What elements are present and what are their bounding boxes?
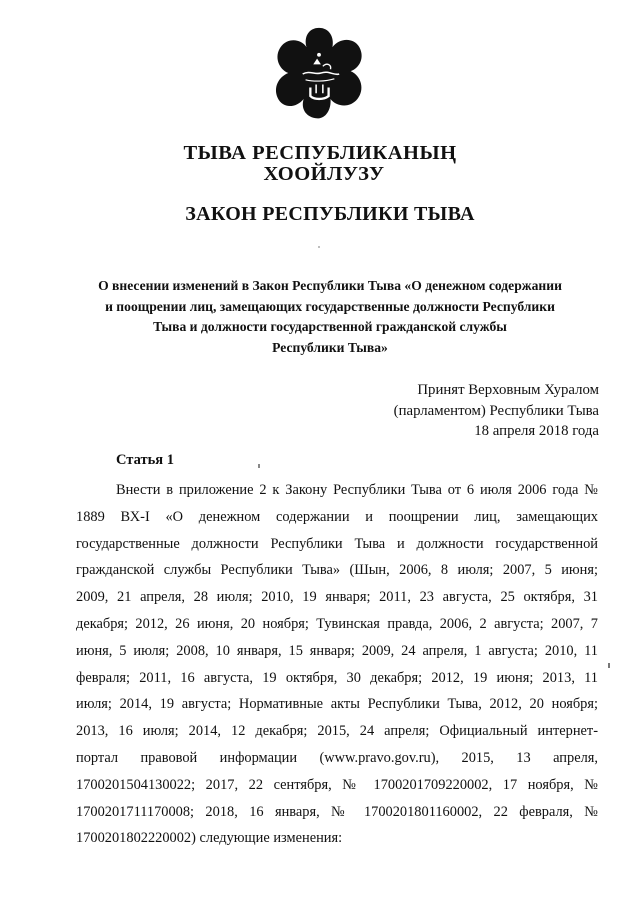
article-body: [76, 477, 598, 852]
adoption-line: (парламентом) Республики Тыва: [393, 402, 599, 419]
scan-dot: [318, 246, 320, 248]
body-line: гражданской службы Республики Тыва» (Шын, 2006, 8 июля; 2007, 5 июня;: [76, 562, 598, 579]
adoption-line: 18 апреля 2018 года: [474, 423, 599, 439]
header-republic-name: ТЫВА РЕСПУБЛИКАНЫҢ: [183, 142, 457, 164]
body-line: Внести в приложение 2 к Закону Республики Тыва от 6 июля 2006 года №: [116, 482, 598, 498]
body-line: 1889 ВХ-I «О денежном содержании и поощрении лиц, замещающих: [76, 508, 598, 525]
tuva-emblem-icon: [270, 26, 368, 122]
title-line: Тыва и должности государственной гражданской службы: [153, 319, 507, 334]
body-line: 1700201504130022; 2017, 22 сентября, № 1700201709220002, 17 ноября, №: [76, 776, 598, 793]
title-line: О внесении изменений в Закон Республики Тыва «О денежном содержании: [98, 278, 562, 293]
body-line: июня, 5 июля; 2008, 10 января, 15 января; 2009, 24 апреля, 1 августа; 2010, 11: [76, 642, 598, 659]
body-line: июля; 2014, 19 августа; Нормативные акты Республики Тыва, 2012, 20 ноября;: [76, 696, 598, 713]
scan-mark: [608, 663, 610, 668]
body-line: 2013, 16 июля; 2014, 12 декабря; 2015, 24 апреля; Официальный интернет-: [76, 723, 598, 740]
body-line: портал правовой информации (www.pravo.gov.ru), 2015, 13 апреля,: [76, 749, 598, 766]
body-line: 1700201802220002) следующие изменения:: [76, 830, 343, 847]
law-title: ЗАКОН РЕСПУБЛИКИ ТЫВА: [185, 203, 475, 225]
header-law-word: ХООЙЛУЗУ: [263, 163, 385, 185]
article-heading: Статья 1: [116, 452, 174, 468]
body-line: февраля; 2011, 16 августа, 19 октября, 30 декабря; 2012, 19 июня; 2013, 11: [76, 669, 598, 686]
adoption-note: [394, 380, 599, 442]
body-line: государственные должности Республики Тыва и должности государственной: [76, 535, 598, 552]
scan-mark: [258, 464, 260, 468]
adoption-line: Принят Верховным Хуралом: [417, 382, 599, 398]
title-line: Республики Тыва»: [272, 339, 388, 355]
body-line: 1700201711170008; 2018, 16 января, № 1700201801160002, 22 февраля, №: [76, 803, 598, 820]
title-line: и поощрении лиц, замещающих государственные должности Республики: [105, 298, 555, 314]
body-line: декабря; 2012, 26 июня, 20 ноября; Тувинская правда, 2006, 2 августа; 2007, 7: [76, 615, 598, 632]
law-subject-title: [70, 276, 590, 358]
body-line: 2009, 21 апреля, 28 июля; 2010, 19 января; 2011, 23 августа, 25 октября, 31: [76, 589, 598, 606]
